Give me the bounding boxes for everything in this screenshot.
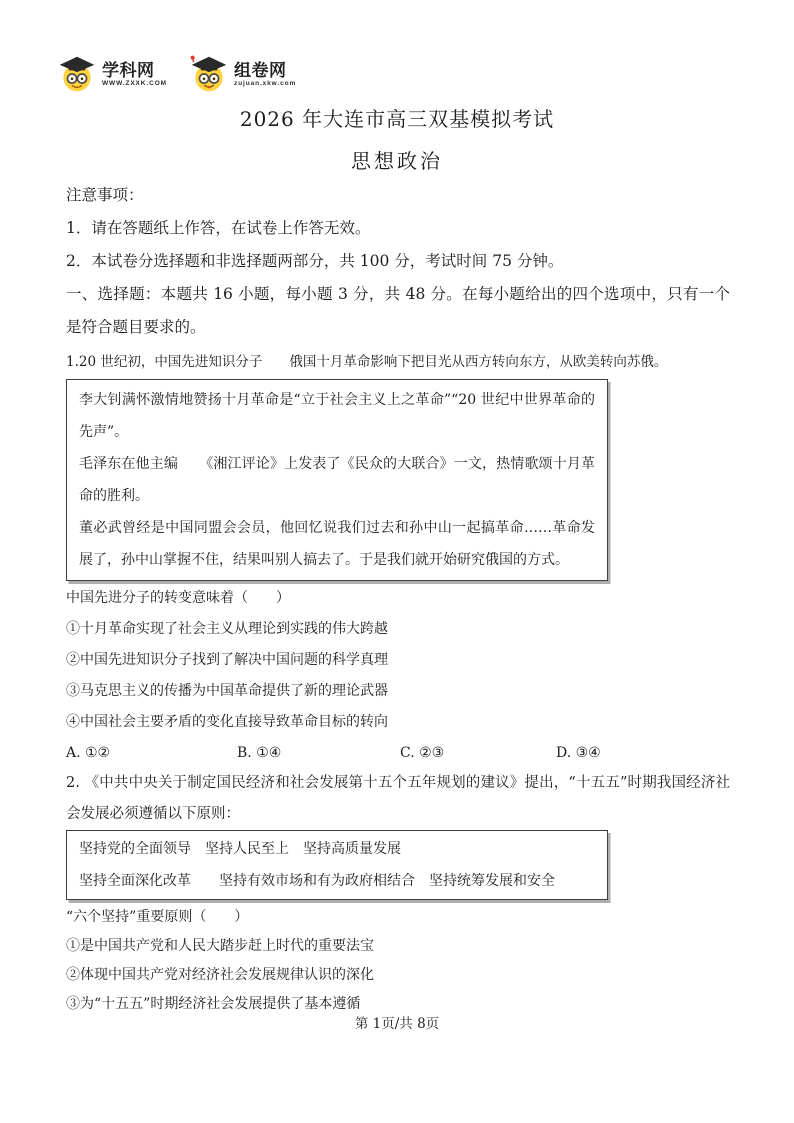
logo-zujuanwang xyxy=(189,54,296,94)
q1-stem: 1.20 世纪初，中国先进知识分子 俄国十月革命影响下把目光从西方转向东方，从欧美转向苏俄。 xyxy=(66,354,668,370)
q1-statement-3: ③马克思主义的传播为中国革命提供了新的理论武器 xyxy=(66,683,388,699)
zujuan-logo-url: zujuan.xkw.com xyxy=(233,79,297,87)
notice-item-1: 1．请在答题纸上作答，在试卷上作答无效。 xyxy=(66,219,371,237)
page-title: 2026 年大连市高三双基模拟考试 xyxy=(239,107,555,131)
q1-material-paragraph-1: 李大钊满怀激情地赞扬十月革命是“立于社会主义上之革命”“20 世纪中世界革命的先声”。 xyxy=(79,392,595,440)
q2-principles-line-2: 坚持全面深化改革 坚持有效市场和有为政府相结合 坚持统筹发展和安全 xyxy=(79,873,555,889)
q1-material-paragraph-2: 毛泽东在他主编 《湘江评论》上发表了《民众的大联合》一文，热情歌颂十月革命的胜利。 xyxy=(79,456,595,504)
q2-statement-3: ③为“十五五”时期经济社会发展提供了基本遵循 xyxy=(66,996,361,1012)
zujuan-mascot-icon xyxy=(189,54,229,94)
q2-principles-line-1: 坚持党的全面领导 坚持人民至上 坚持高质量发展 xyxy=(79,841,401,857)
xkw-mascot-icon xyxy=(57,54,97,94)
xkw-logo-name: 学科网 xyxy=(102,60,155,80)
notice-item-2: 2．本试卷分选择题和非选择题两部分，共 100 分，考试时间 75 分钟。 xyxy=(66,252,564,270)
question-1 xyxy=(66,346,730,768)
exam-content xyxy=(66,179,730,1019)
q1-choice-c: C. ②③ xyxy=(400,745,445,761)
q2-question: “六个坚持”重要原则（ ） xyxy=(66,909,249,925)
zujuan-logo-name: 组卷网 xyxy=(233,60,287,80)
logo-xuekewang xyxy=(57,54,167,94)
q2-statement-1: ①是中国共产党和人民大踏步赶上时代的重要法宝 xyxy=(66,938,374,954)
notice-heading: 注意事项： xyxy=(66,186,144,204)
q1-material-paragraph-3: 董必武曾经是中国同盟会会员，他回忆说我们过去和孙中山一起搞革命……革命发展了，孙中山掌握不住，结果叫别人搞去了。于是我们就开始研究俄国的方式。 xyxy=(79,520,595,568)
q2-stem: 2. 《中共中央关于制定国民经济和社会发展第十五个五年规划的建议》提出，“十五五”时期我国经济社会发展必须遵循以下原则： xyxy=(66,775,730,822)
q1-material-box xyxy=(66,379,608,581)
page-number-footer: 第 1页/共 8页 xyxy=(354,1016,440,1032)
q1-statement-1: ①十月革命实现了社会主义从理论到实践的伟大跨越 xyxy=(66,621,388,637)
section-1-heading: 一、选择题：本题共 16 小题，每小题 3 分，共 48 分。在每小题给出的四个选项中，只有一个是符合题目要求的。 xyxy=(66,285,730,336)
q1-choice-b: B. ①④ xyxy=(237,745,282,761)
q1-statement-2: ②中国先进知识分子找到了解决中国问题的科学真理 xyxy=(66,652,388,668)
q1-statement-4: ④中国社会主要矛盾的变化直接导致革命目标的转向 xyxy=(66,714,388,730)
site-logos xyxy=(57,54,296,94)
q1-question: 中国先进分子的转变意味着（ ） xyxy=(66,590,290,606)
question-2 xyxy=(66,768,730,1019)
q2-principles-box xyxy=(66,830,608,900)
q2-statement-2: ②体现中国共产党对经济社会发展规律认识的深化 xyxy=(66,967,374,983)
q1-choices-row xyxy=(66,738,730,768)
xkw-logo-url: WWW.ZXXK.COM xyxy=(102,79,167,87)
q1-choice-d: D. ③④ xyxy=(556,745,601,761)
subject-title: 思想政治 xyxy=(351,149,443,173)
q1-choice-a: A. ①② xyxy=(66,745,111,761)
